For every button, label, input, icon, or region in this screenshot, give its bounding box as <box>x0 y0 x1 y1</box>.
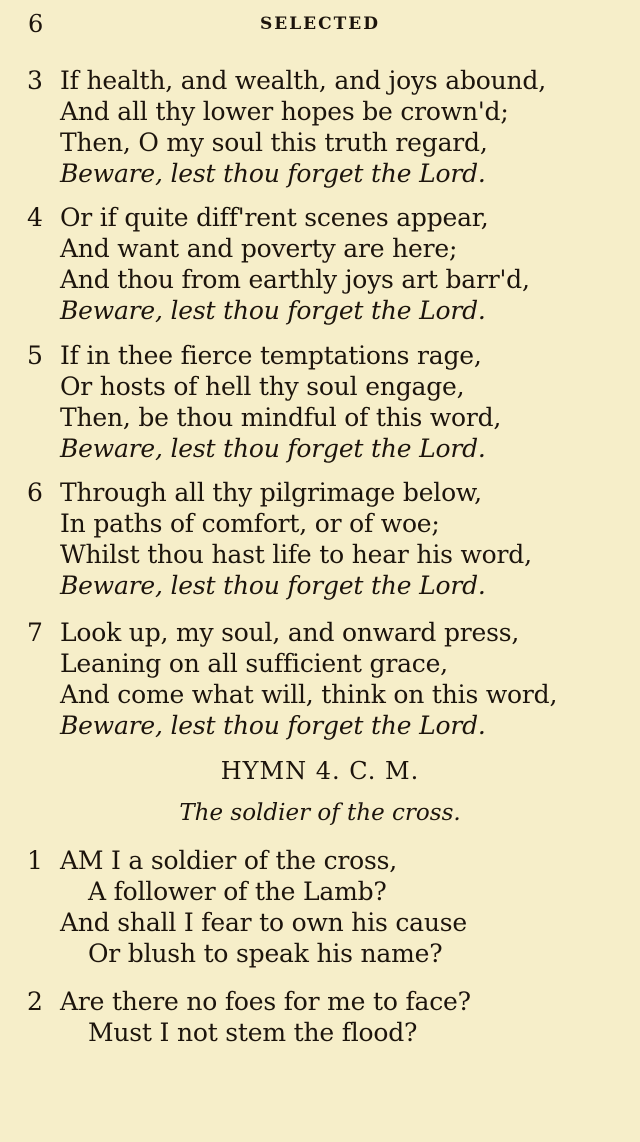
refrain-line: Beware, lest thou forget the Lord. <box>60 434 486 463</box>
verse-number: 3 <box>27 66 43 95</box>
verse-line: Or hosts of hell thy soul engage, <box>60 372 465 401</box>
refrain-line: Beware, lest thou forget the Lord. <box>60 571 486 600</box>
verse-line: Through all thy pilgrimage below, <box>60 478 482 507</box>
running-head: SELECTED <box>259 14 381 34</box>
verse-number: 2 <box>27 987 43 1016</box>
verse-number: 4 <box>27 203 43 232</box>
refrain-line: Beware, lest thou forget the Lord. <box>60 711 486 740</box>
page-number: 6 <box>28 10 44 38</box>
refrain-line: Beware, lest thou forget the Lord. <box>60 296 486 325</box>
verse-line: And shall I fear to own his cause <box>60 908 467 937</box>
verse-line: And come what will, think on this word, <box>60 680 558 709</box>
verse-line: And thou from earthly joys art barr'd, <box>60 265 530 294</box>
refrain-line: Beware, lest thou forget the Lord. <box>60 159 486 188</box>
verse-line: AM I a soldier of the cross, <box>60 846 397 875</box>
verse-line: In paths of comfort, or of woe; <box>60 509 440 538</box>
verse-line: And want and poverty are here; <box>60 234 458 263</box>
verse-number: 5 <box>27 341 43 370</box>
verse-line: Are there no foes for me to face? <box>60 987 471 1016</box>
verse-line: Whilst thou hast life to hear his word, <box>60 540 532 569</box>
verse-line: If in thee fierce temptations rage, <box>60 341 482 370</box>
verse-line: Then, be thou mindful of this word, <box>60 403 502 432</box>
verse-line: And all thy lower hopes be crown'd; <box>60 97 509 126</box>
verse-line: Must I not stem the flood? <box>88 1018 418 1047</box>
verse-line: If health, and wealth, and joys abound, <box>60 66 546 95</box>
hymn-title: HYMN 4. C. M. <box>220 757 420 785</box>
verse-line: Or blush to speak his name? <box>88 939 443 968</box>
hymn-subtitle: The soldier of the cross. <box>179 800 461 826</box>
verse-line: Leaning on all sufficient grace, <box>60 649 448 678</box>
verse-number: 6 <box>27 478 43 507</box>
verse-line: Look up, my soul, and onward press, <box>60 618 520 647</box>
verse-line: Or if quite diff'rent scenes appear, <box>60 203 489 232</box>
verse-line: Then, O my soul this truth regard, <box>60 128 488 157</box>
verse-number: 1 <box>27 846 43 875</box>
verse-line: A follower of the Lamb? <box>88 877 387 906</box>
verse-number: 7 <box>27 618 43 647</box>
